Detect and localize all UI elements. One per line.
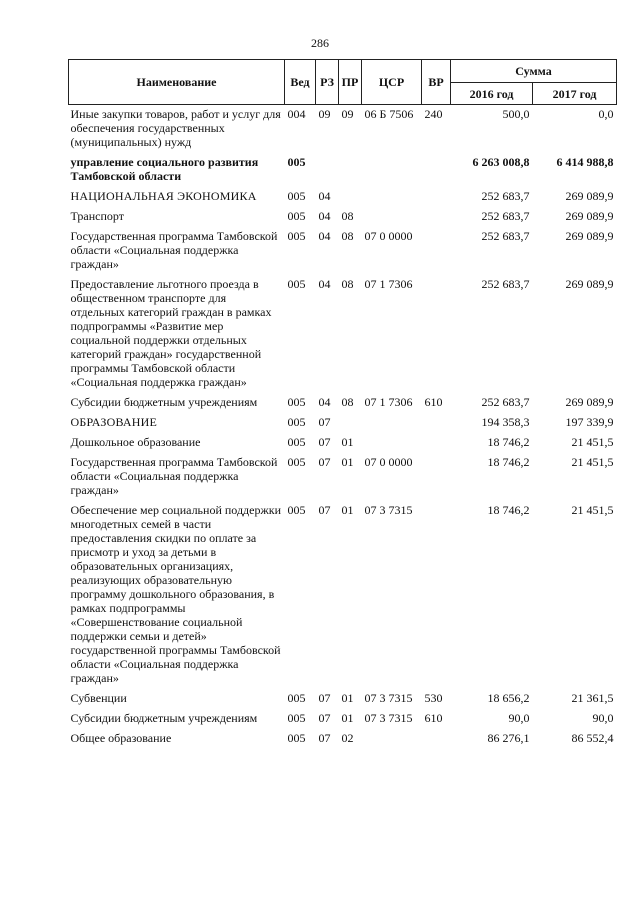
row-amount-2017: 269 089,9 bbox=[565, 229, 614, 243]
table-row bbox=[69, 729, 617, 749]
row-pr: 08 bbox=[341, 209, 354, 223]
row-ved: 005 bbox=[287, 731, 306, 745]
row-rz: 04 bbox=[318, 189, 331, 203]
row-amount-2017: 21 451,5 bbox=[571, 503, 614, 517]
row-amount-2016: 90,0 bbox=[508, 711, 530, 725]
row-amount-2016: 18 746,2 bbox=[487, 503, 530, 517]
row-vr bbox=[422, 207, 451, 227]
page-number: 286 bbox=[311, 36, 329, 50]
row-vr bbox=[422, 501, 451, 689]
row-amount-2017: 269 089,9 bbox=[565, 395, 614, 409]
row-amount-2017: 269 089,9 bbox=[565, 209, 614, 223]
row-name: Субсидии бюджетным учреждениям bbox=[70, 711, 258, 725]
row-amount-2016: 18 656,2 bbox=[487, 691, 530, 705]
row-pr: 02 bbox=[341, 731, 354, 745]
row-rz: 07 bbox=[318, 455, 331, 469]
row-pr: 01 bbox=[341, 711, 354, 725]
row-vr bbox=[422, 729, 451, 749]
col-header-csr: ЦСР bbox=[362, 60, 422, 105]
row-amount-2016: 6 263 008,8 bbox=[472, 155, 530, 169]
row-csr: 07 0 0000 bbox=[364, 455, 413, 469]
row-ved: 005 bbox=[287, 155, 306, 169]
col-header-ved: Вед bbox=[285, 60, 316, 105]
row-name: Общее образование bbox=[70, 731, 172, 745]
row-name: ОБРАЗОВАНИЕ bbox=[70, 415, 158, 429]
col-header-2017: 2017 год bbox=[533, 83, 617, 105]
row-csr bbox=[362, 413, 422, 433]
row-rz: 07 bbox=[318, 731, 331, 745]
row-name: Субвенции bbox=[70, 691, 127, 705]
row-vr: 530 bbox=[424, 691, 443, 705]
row-name: Дошкольное образование bbox=[70, 435, 201, 449]
row-pr bbox=[339, 153, 362, 187]
header-row-top bbox=[69, 60, 617, 83]
row-amount-2016: 252 683,7 bbox=[481, 229, 530, 243]
table-row bbox=[69, 275, 617, 393]
row-csr: 07 0 0000 bbox=[364, 229, 413, 243]
row-amount-2017: 21 451,5 bbox=[571, 435, 614, 449]
row-pr: 01 bbox=[341, 691, 354, 705]
row-amount-2016: 252 683,7 bbox=[481, 189, 530, 203]
table-row bbox=[69, 433, 617, 453]
row-vr bbox=[422, 433, 451, 453]
table-row bbox=[69, 413, 617, 433]
row-rz: 07 bbox=[318, 691, 331, 705]
col-header-2016: 2016 год bbox=[451, 83, 533, 105]
row-vr: 240 bbox=[424, 107, 443, 121]
row-ved: 005 bbox=[287, 455, 306, 469]
row-amount-2016: 194 358,3 bbox=[481, 415, 530, 429]
row-csr bbox=[362, 433, 422, 453]
row-name: Обеспечение мер социальной поддержки многодетных семей в части предоставления скидки по оплате за присмотр и уход за детьми в образовательных организациях, реализующих образовательную программу дошкольного образования, в рамках подпрограммы «Совершенствование социальной поддержки семьи и детей» государственной программы Тамбовской области «Социальная поддержка граждан» bbox=[70, 503, 282, 685]
row-amount-2016: 86 276,1 bbox=[487, 731, 530, 745]
row-ved: 005 bbox=[287, 503, 306, 517]
col-header-name: Наименование bbox=[69, 60, 285, 105]
row-ved: 005 bbox=[287, 229, 306, 243]
row-amount-2016: 252 683,7 bbox=[481, 395, 530, 409]
row-pr: 01 bbox=[341, 435, 354, 449]
row-name: управление социального развития Тамбовской области bbox=[70, 155, 259, 183]
row-pr: 01 bbox=[341, 455, 354, 469]
row-pr bbox=[339, 413, 362, 433]
col-header-pr: ПР bbox=[339, 60, 362, 105]
row-vr bbox=[422, 187, 451, 207]
row-pr: 09 bbox=[341, 107, 354, 121]
row-amount-2016: 252 683,7 bbox=[481, 209, 530, 223]
row-csr bbox=[362, 729, 422, 749]
row-ved: 005 bbox=[287, 395, 306, 409]
row-amount-2016: 500,0 bbox=[502, 107, 530, 121]
row-vr bbox=[422, 153, 451, 187]
row-vr bbox=[422, 453, 451, 501]
row-csr: 07 3 7315 bbox=[364, 711, 413, 725]
row-ved: 005 bbox=[287, 189, 306, 203]
row-ved: 005 bbox=[287, 711, 306, 725]
row-pr: 01 bbox=[341, 503, 354, 517]
row-csr bbox=[362, 207, 422, 227]
row-amount-2016: 252 683,7 bbox=[481, 277, 530, 291]
row-csr bbox=[362, 187, 422, 207]
row-name: НАЦИОНАЛЬНАЯ ЭКОНОМИКА bbox=[70, 189, 257, 203]
row-ved: 005 bbox=[287, 415, 306, 429]
row-ved: 005 bbox=[287, 277, 306, 291]
row-amount-2017: 90,0 bbox=[592, 711, 614, 725]
row-csr: 06 Б 7506 bbox=[364, 107, 414, 121]
table-row bbox=[69, 453, 617, 501]
row-ved: 005 bbox=[287, 691, 306, 705]
row-amount-2017: 6 414 988,8 bbox=[556, 155, 614, 169]
row-amount-2017: 21 451,5 bbox=[571, 455, 614, 469]
row-name: Предоставление льготного проезда в общественном транспорте для отдельных категорий граждан в рамках подпрограммы «Развитие мер социальной поддержки отдельных категорий граждан» государственной программы Тамбовской области «Социальная поддержка граждан» bbox=[70, 277, 272, 389]
row-pr: 08 bbox=[341, 277, 354, 291]
row-name: Государственная программа Тамбовской области «Социальная поддержка граждан» bbox=[70, 229, 278, 271]
col-header-rz: РЗ bbox=[316, 60, 339, 105]
row-amount-2017: 197 339,9 bbox=[565, 415, 614, 429]
row-amount-2017: 86 552,4 bbox=[571, 731, 614, 745]
row-amount-2017: 269 089,9 bbox=[565, 189, 614, 203]
row-rz: 07 bbox=[318, 711, 331, 725]
table-row bbox=[69, 105, 617, 154]
row-vr bbox=[422, 227, 451, 275]
row-amount-2017: 21 361,5 bbox=[571, 691, 614, 705]
row-rz: 04 bbox=[318, 395, 331, 409]
row-ved: 005 bbox=[287, 209, 306, 223]
row-rz bbox=[316, 153, 339, 187]
row-vr bbox=[422, 275, 451, 393]
row-vr bbox=[422, 413, 451, 433]
table-row bbox=[69, 689, 617, 709]
table-row bbox=[69, 207, 617, 227]
table-row bbox=[69, 709, 617, 729]
row-csr: 07 3 7315 bbox=[364, 691, 413, 705]
table-row bbox=[69, 227, 617, 275]
row-rz: 07 bbox=[318, 503, 331, 517]
row-ved: 004 bbox=[287, 107, 306, 121]
row-pr bbox=[339, 187, 362, 207]
row-name: Транспорт bbox=[70, 209, 124, 223]
row-amount-2016: 18 746,2 bbox=[487, 455, 530, 469]
row-name: Субсидии бюджетным учреждениям bbox=[70, 395, 258, 409]
row-pr: 08 bbox=[341, 395, 354, 409]
table-row bbox=[69, 393, 617, 413]
table-row bbox=[69, 187, 617, 207]
row-rz: 04 bbox=[318, 277, 331, 291]
table-row bbox=[69, 153, 617, 187]
row-csr: 07 1 7306 bbox=[364, 277, 413, 291]
row-vr: 610 bbox=[424, 711, 443, 725]
row-csr: 07 3 7315 bbox=[364, 503, 413, 517]
row-csr: 07 1 7306 bbox=[364, 395, 413, 409]
row-name: Иные закупки товаров, работ и услуг для обеспечения государственных (муниципальных) нужд bbox=[70, 107, 281, 149]
table-row bbox=[69, 501, 617, 689]
col-header-vr: ВР bbox=[422, 60, 451, 105]
row-csr bbox=[362, 153, 422, 187]
row-rz: 09 bbox=[318, 107, 331, 121]
row-vr: 610 bbox=[424, 395, 443, 409]
row-amount-2017: 0,0 bbox=[598, 107, 614, 121]
row-pr: 08 bbox=[341, 229, 354, 243]
row-ved: 005 bbox=[287, 435, 306, 449]
row-rz: 07 bbox=[318, 435, 331, 449]
budget-table bbox=[68, 59, 617, 749]
row-rz: 04 bbox=[318, 209, 331, 223]
row-rz: 04 bbox=[318, 229, 331, 243]
col-header-sum: Сумма bbox=[451, 60, 617, 83]
row-rz: 07 bbox=[318, 415, 331, 429]
row-amount-2016: 18 746,2 bbox=[487, 435, 530, 449]
row-name: Государственная программа Тамбовской области «Социальная поддержка граждан» bbox=[70, 455, 278, 497]
row-amount-2017: 269 089,9 bbox=[565, 277, 614, 291]
